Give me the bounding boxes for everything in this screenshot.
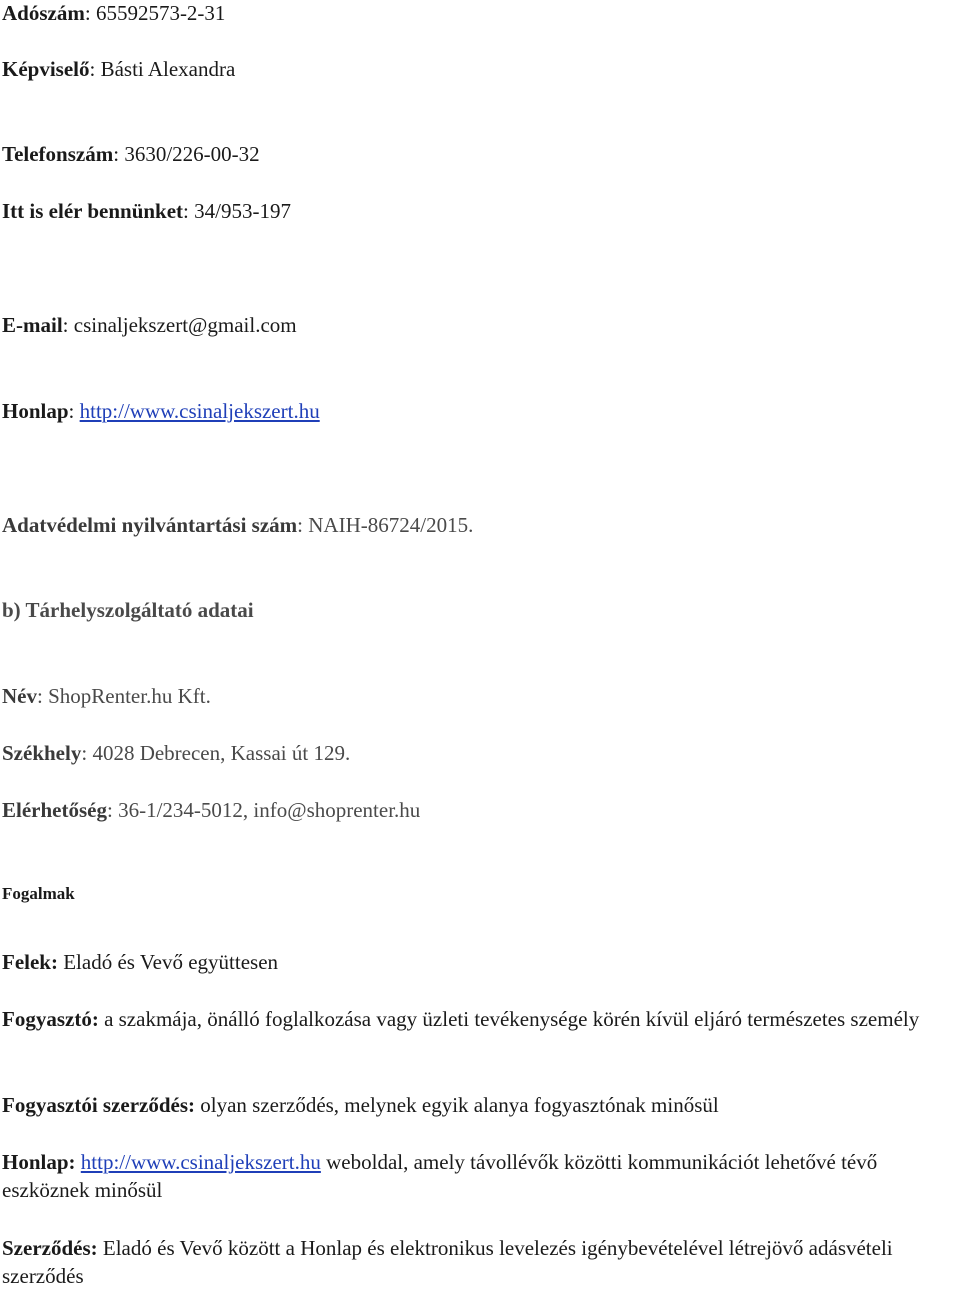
dataprotection-label: Adatvédelmi nyilvántartási szám xyxy=(2,513,298,537)
hosting-heading: b) Tárhelyszolgáltató adatai xyxy=(2,598,254,622)
concept-fogyasztoi-label: Fogyasztói szerződés: xyxy=(2,1093,196,1117)
alt-contact-row: Itt is elér bennünket: 34/953-197 xyxy=(2,199,291,223)
representative-value: Básti Alexandra xyxy=(100,57,236,81)
email-row: E-mail: csinaljekszert@gmail.com xyxy=(2,313,297,337)
hosting-contact-row: Elérhetőség: 36-1/234-5012, info@shoprenter.hu xyxy=(2,798,421,822)
concept-szerzodes xyxy=(2,1234,954,1290)
concept-honlap-link[interactable]: http://www.csinaljekszert.hu xyxy=(80,1150,321,1174)
representative-label: Képviselő xyxy=(2,57,90,81)
concept-honlap-text: weboldal, amely távollévők közötti kommunikációt lehetővé tévő eszköznek minősül xyxy=(2,1150,878,1202)
hosting-contact-label: Elérhetőség xyxy=(2,798,107,822)
tax-number-label: Adószám xyxy=(2,1,85,25)
concepts-heading: Fogalmak xyxy=(2,884,75,903)
concept-fogyasztoi-szerzodes xyxy=(2,1092,719,1118)
hosting-name-row: Név: ShopRenter.hu Kft. xyxy=(2,684,211,708)
concept-szerzodes-text: Eladó és Vevő között a Honlap és elektronikus levelezés igénybevételével létrejövő adásvételi szerződés xyxy=(2,1236,893,1288)
concept-fogyaszto-text: a szakmája, önálló foglalkozása vagy üzleti tevékenysége körén kívül eljáró természetes személy xyxy=(104,1007,920,1031)
concept-szerzodes-label: Szerződés: xyxy=(2,1236,98,1260)
concept-felek-text: Eladó és Vevő együttesen xyxy=(63,950,279,974)
email-value: csinaljekszert@gmail.com xyxy=(73,313,297,337)
hosting-name-value: ShopRenter.hu Kft. xyxy=(48,684,211,708)
website-label: Honlap xyxy=(2,399,69,423)
representative-row: Képviselő: Básti Alexandra xyxy=(2,57,236,81)
hosting-seat-value: 4028 Debrecen, Kassai út 129. xyxy=(92,741,351,765)
tax-number-value: 65592573-2-31 xyxy=(95,1,226,25)
concept-honlap-label: Honlap: xyxy=(2,1150,76,1174)
alt-contact-value: 34/953-197 xyxy=(194,199,291,223)
concept-felek-label: Felek: xyxy=(2,950,58,974)
tax-number-row: Adószám: 65592573-2-31 xyxy=(2,1,226,25)
website-row: Honlap: http://www.csinaljekszert.hu xyxy=(2,399,320,423)
phone-row: Telefonszám: 3630/226-00-32 xyxy=(2,142,260,166)
hosting-name-label: Név xyxy=(2,684,37,708)
email-label: E-mail xyxy=(2,313,63,337)
hosting-seat-label: Székhely xyxy=(2,741,82,765)
hosting-contact-value: 36-1/234-5012, info@shoprenter.hu xyxy=(118,798,421,822)
website-link[interactable]: http://www.csinaljekszert.hu xyxy=(79,399,320,423)
concept-felek xyxy=(2,949,278,975)
concept-fogyasztoi-text: olyan szerződés, melynek egyik alanya fogyasztónak minősül xyxy=(200,1093,719,1117)
alt-contact-label: Itt is elér bennünket xyxy=(2,199,184,223)
phone-value: 3630/226-00-32 xyxy=(124,142,260,166)
phone-label: Telefonszám xyxy=(2,142,114,166)
hosting-seat-row: Székhely: 4028 Debrecen, Kassai út 129. xyxy=(2,741,351,765)
concept-fogyaszto-label: Fogyasztó: xyxy=(2,1007,99,1031)
dataprotection-value: NAIH-86724/2015. xyxy=(308,513,474,537)
dataprotection-row: Adatvédelmi nyilvántartási szám: NAIH-86724/2015. xyxy=(2,513,474,537)
concept-fogyaszto xyxy=(2,1005,954,1033)
concept-honlap xyxy=(2,1148,954,1204)
